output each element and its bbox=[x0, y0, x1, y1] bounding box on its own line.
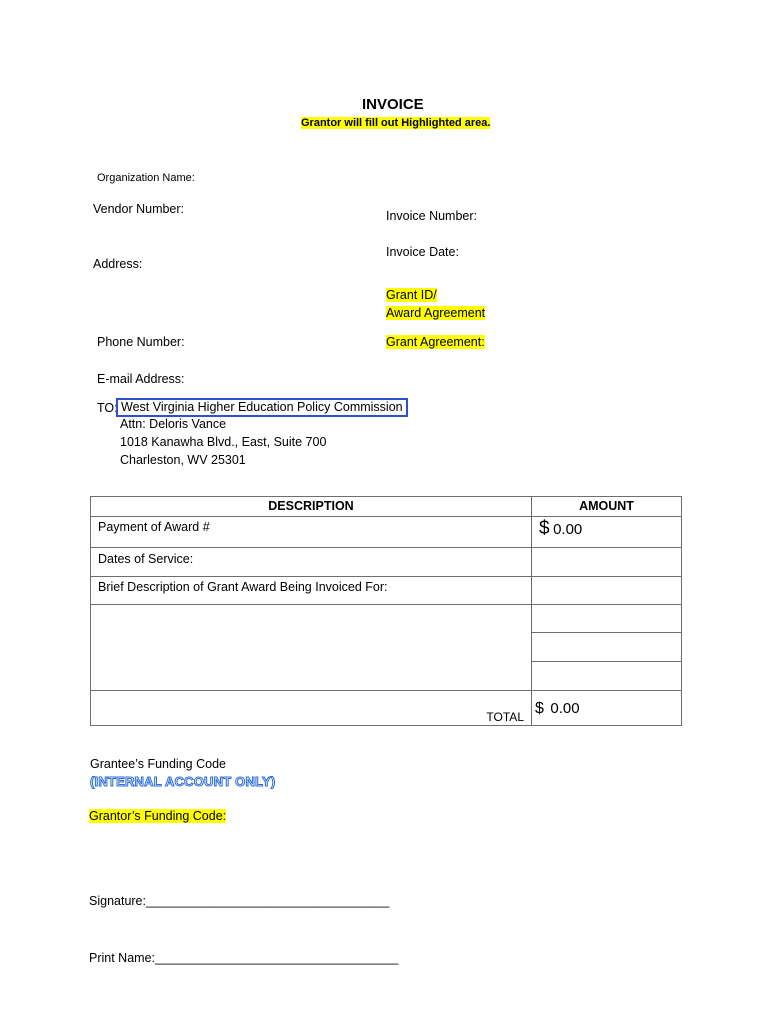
address-label: Address: bbox=[93, 257, 143, 271]
page-title: INVOICE bbox=[362, 96, 424, 113]
invoice-table bbox=[90, 496, 682, 726]
recipient-street: 1018 Kanawha Blvd., East, Suite 700 bbox=[120, 435, 327, 449]
total-label-cell bbox=[91, 691, 532, 726]
brief-description-label: Brief Description of Grant Award Being Invoiced For: bbox=[98, 580, 388, 594]
payment-amount-value: 0.00 bbox=[553, 521, 583, 538]
email-address-label: E-mail Address: bbox=[97, 372, 185, 386]
print-name-line[interactable]: Print Name:___________________________________ bbox=[89, 951, 399, 965]
grant-id-label: Grant ID/ bbox=[386, 288, 437, 302]
invoice-date-label: Invoice Date: bbox=[386, 245, 459, 259]
grantor-funding-code-label: Grantor’s Funding Code: bbox=[89, 809, 227, 823]
total-amount-cell[interactable] bbox=[532, 691, 682, 726]
vendor-number-label: Vendor Number: bbox=[93, 202, 185, 216]
invoice-number-label: Invoice Number: bbox=[386, 209, 478, 223]
dates-of-service-cell[interactable] bbox=[91, 548, 532, 577]
grantee-funding-code-label: Grantee’s Funding Code bbox=[90, 757, 226, 771]
recipient-name[interactable]: West Virginia Higher Education Policy Commission bbox=[116, 398, 408, 417]
to-label: TO: bbox=[97, 401, 118, 415]
internal-account-only-note: (INTERNAL ACCOUNT ONLY) bbox=[90, 774, 276, 789]
dollar-sign: $ bbox=[539, 518, 550, 539]
dates-amount-cell[interactable] bbox=[532, 548, 682, 577]
signature-line[interactable]: Signature:___________________________________ bbox=[89, 894, 390, 908]
payment-amount-cell[interactable] bbox=[532, 517, 682, 548]
recipient-city: Charleston, WV 25301 bbox=[120, 453, 246, 467]
amount-blank-cell-3[interactable] bbox=[532, 662, 682, 691]
amount-blank-cell-2[interactable] bbox=[532, 633, 682, 662]
total-amount-value: 0.00 bbox=[550, 700, 580, 717]
total-dollar-sign: $ bbox=[535, 700, 544, 717]
description-header: DESCRIPTION bbox=[91, 497, 532, 517]
total-label: TOTAL bbox=[486, 710, 524, 724]
brief-description-cell[interactable] bbox=[91, 577, 532, 605]
phone-number-label: Phone Number: bbox=[97, 335, 185, 349]
grant-agreement-label: Grant Agreement: bbox=[386, 335, 485, 349]
page-subtitle: Grantor will fill out Highlighted area. bbox=[301, 117, 491, 129]
amount-blank-cell-1[interactable] bbox=[532, 605, 682, 633]
recipient-attn: Attn: Deloris Vance bbox=[120, 417, 227, 431]
dates-of-service-label: Dates of Service: bbox=[98, 552, 194, 566]
payment-of-award-cell[interactable] bbox=[91, 517, 532, 548]
payment-of-award-label: Payment of Award # bbox=[98, 520, 210, 534]
brief-amount-cell[interactable] bbox=[532, 577, 682, 605]
award-agreement-label: Award Agreement bbox=[386, 306, 486, 320]
amount-header: AMOUNT bbox=[532, 497, 682, 517]
organization-name-label: Organization Name: bbox=[97, 172, 195, 184]
description-text-area[interactable] bbox=[91, 605, 532, 691]
